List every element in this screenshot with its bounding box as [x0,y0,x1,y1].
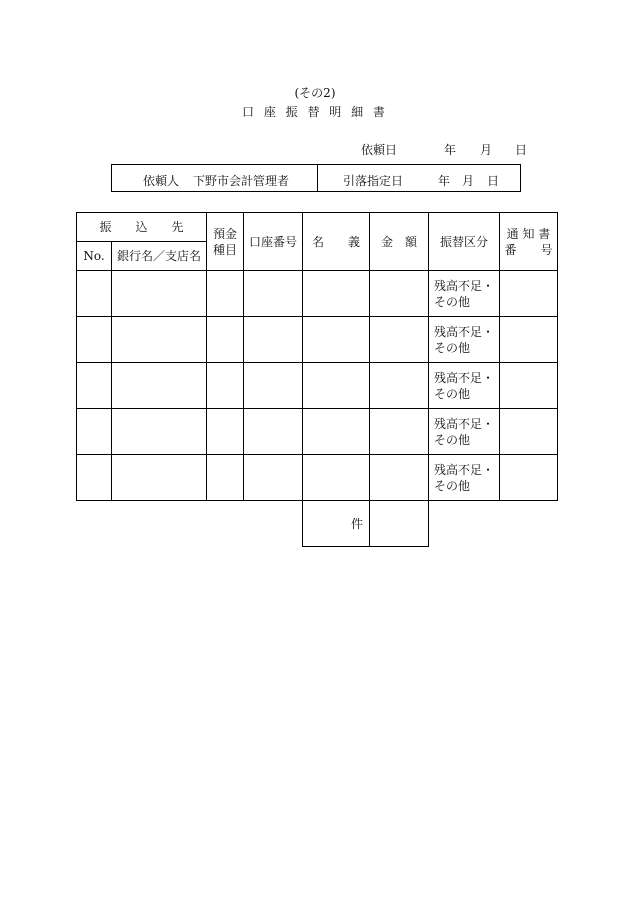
table-row [77,363,558,409]
transfer-type-cell: 残高不足・ その他 [429,271,500,317]
transfer-type-cell: 残高不足・ その他 [429,317,500,363]
table-row [77,271,558,317]
table-row [77,317,558,363]
table-header-row-1 [77,213,558,242]
deposit-type-cell[interactable] [207,317,244,363]
account-name-header: 名 義 [303,213,370,271]
deposit-type-cell[interactable] [207,363,244,409]
document-subtitle: (その2) [294,86,336,100]
amount-cell[interactable] [370,455,429,501]
request-month-label: 月 [480,143,493,157]
deposit-type-cell[interactable] [207,409,244,455]
account-number-cell[interactable] [244,317,303,363]
requester-divider [317,165,318,191]
document-title: 口 座 振 替 明 細 書 [242,105,388,119]
account-name-cell[interactable] [303,455,370,501]
count-spacer-right [429,501,558,547]
amount-cell[interactable] [370,363,429,409]
transfer-detail-table [76,212,558,547]
amount-cell[interactable] [370,271,429,317]
withdrawal-year-label: 年 [438,174,451,188]
amount-cell[interactable] [370,409,429,455]
table-row [77,455,558,501]
count-value-cell[interactable] [370,501,429,547]
account-name-cell[interactable] [303,271,370,317]
requester-label: 依頼人 [143,174,180,188]
transfer-type-cell: 残高不足・ その他 [429,363,500,409]
request-date-label: 依頼日 [361,143,398,157]
account-number-cell[interactable] [244,363,303,409]
withdrawal-day-label: 日 [487,174,500,188]
amount-cell[interactable] [370,317,429,363]
notice-number-cell[interactable] [500,363,558,409]
account-number-header: 口座番号 [244,213,303,271]
destination-header: 振 込 先 [77,213,207,242]
requester-box [111,164,521,192]
no-cell[interactable] [77,455,112,501]
no-cell[interactable] [77,363,112,409]
no-cell[interactable] [77,409,112,455]
account-name-cell[interactable] [303,363,370,409]
notice-number-header: 通 知 書 番 号 [500,213,558,271]
transfer-type-header: 振替区分 [429,213,500,271]
bank-cell[interactable] [112,271,207,317]
account-number-cell[interactable] [244,455,303,501]
transfer-type-cell: 残高不足・ その他 [429,455,500,501]
bank-cell[interactable] [112,317,207,363]
notice-number-cell[interactable] [500,409,558,455]
bank-cell[interactable] [112,455,207,501]
account-name-cell[interactable] [303,409,370,455]
amount-header: 金 額 [370,213,429,271]
notice-number-cell[interactable] [500,271,558,317]
no-cell[interactable] [77,271,112,317]
requester-name: 下野市会計管理者 [193,174,290,188]
transfer-type-cell: 残高不足・ その他 [429,409,500,455]
no-header: No. [77,242,112,271]
deposit-type-header: 預金 種目 [207,213,244,271]
account-name-cell[interactable] [303,317,370,363]
notice-number-cell[interactable] [500,455,558,501]
request-day-label: 日 [515,143,528,157]
count-spacer [77,501,303,547]
notice-number-cell[interactable] [500,317,558,363]
deposit-type-cell[interactable] [207,455,244,501]
bank-cell[interactable] [112,409,207,455]
count-row [77,501,558,547]
bank-branch-header: 銀行名／支店名 [112,242,207,271]
deposit-type-cell[interactable] [207,271,244,317]
no-cell[interactable] [77,317,112,363]
withdrawal-month-label: 月 [462,174,475,188]
withdrawal-date-label: 引落指定日 [343,174,404,188]
account-number-cell[interactable] [244,271,303,317]
table-row [77,409,558,455]
count-label: 件 [303,501,370,547]
bank-cell[interactable] [112,363,207,409]
account-number-cell[interactable] [244,409,303,455]
request-year-label: 年 [444,143,457,157]
